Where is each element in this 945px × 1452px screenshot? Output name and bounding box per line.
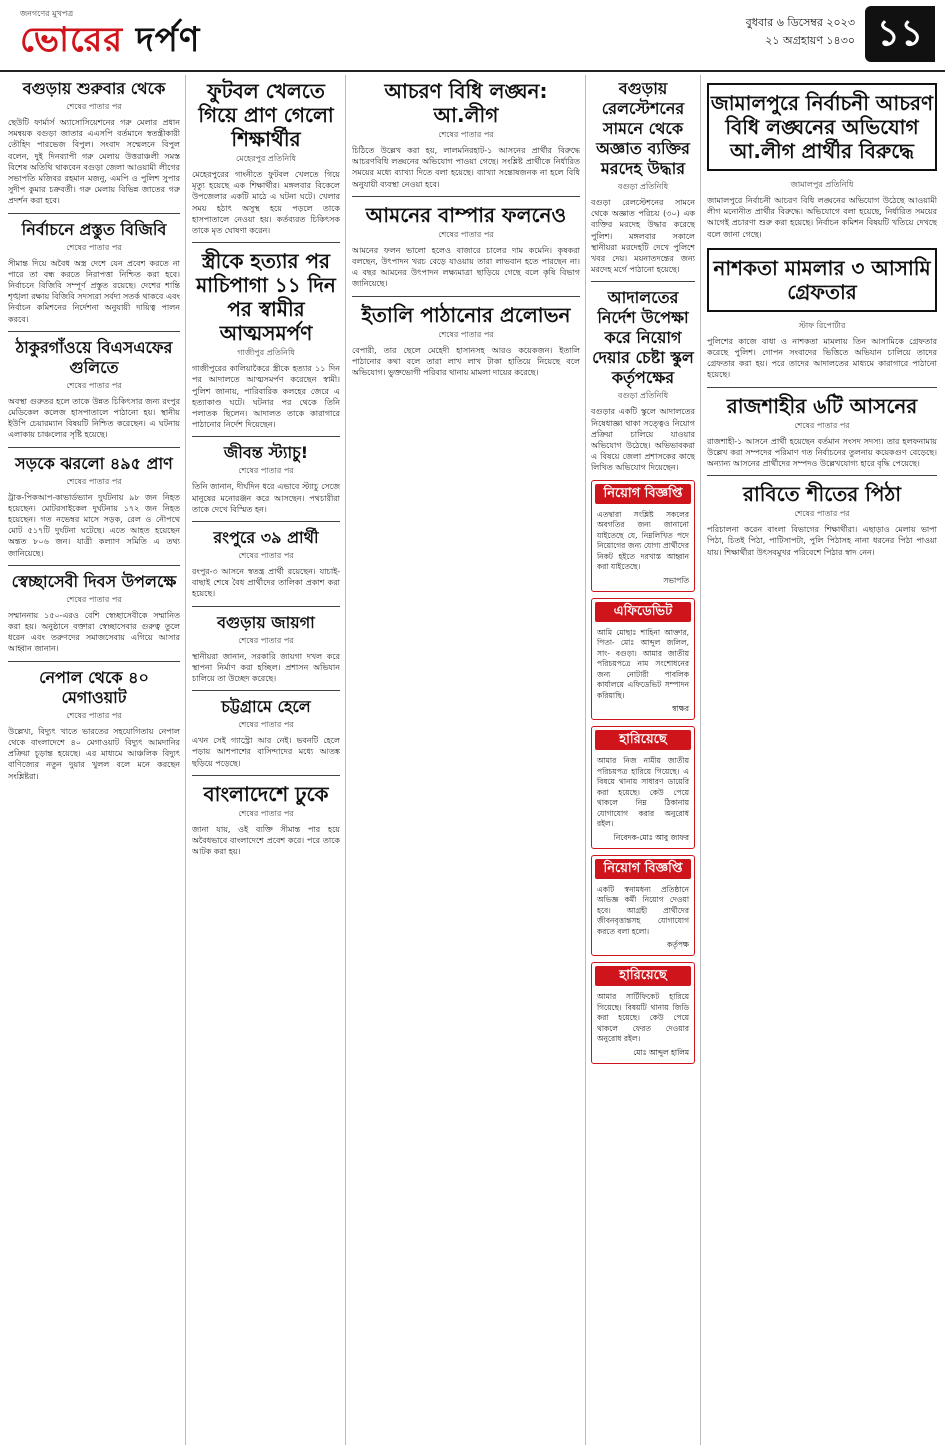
story-body: সীমান্ত দিয়ে অবৈধ অস্ত্র দেশে যেন প্রবেশ করতে না পারে তা বন্ধ করতে নিরাপত্তা নিশ্চিত করা হবে। নির্বাচনে বিজিবি সম্পূর্ণ প্রস্তুত রয়েছে। দেশের শান্তি শৃঙ্খলা রক্ষায় বিজিবি সদস্যরা সর্বদা সতর্ক থাকবে এবং নির্বাচন কমিশনের নির্দেশনা অনুযায়ী দায়িত্ব পালন করবে। — [8, 258, 180, 324]
story-headline: বগুড়ায় রেলস্টেশনের সামনে থেকে অজ্ঞাত ব্যক্তির মরদেহ উদ্ধার — [596, 79, 690, 178]
divider — [8, 447, 180, 448]
story — [352, 79, 580, 190]
classified-ad — [591, 962, 695, 1064]
classified-ad — [591, 726, 695, 849]
divider — [707, 387, 937, 388]
divider — [192, 690, 340, 691]
divider — [192, 521, 340, 522]
story — [8, 338, 180, 441]
story-subhead: শেষের পাতার পর — [438, 130, 494, 139]
story-headline: আমনের বাম্পার ফলনেও — [365, 202, 567, 227]
classified-ad — [591, 855, 695, 957]
story-subhead: শেষের পাতার পর — [238, 808, 294, 818]
story — [8, 668, 180, 782]
story — [591, 288, 695, 473]
news-columns — [0, 75, 945, 1445]
divider — [192, 436, 340, 437]
ad-signature: নিবেদক-মোঃ আবু জাফর — [613, 832, 689, 842]
story-subhead: গাজীপুর প্রতিনিধি — [237, 348, 295, 358]
story-headline: স্বেচ্ছাসেবী দিবস উপলক্ষে — [11, 571, 177, 591]
newspaper-logo — [20, 8, 200, 59]
story — [707, 394, 937, 470]
story-subhead: মেহেরপুর প্রতিনিধি — [236, 154, 296, 163]
story — [591, 79, 695, 275]
issue-dates — [746, 14, 855, 50]
date-english: বুধবার ৬ ডিসেম্বর ২০২৩ — [745, 16, 855, 29]
story-body: জামালপুরে নির্বাচনী আচরণ বিধি লঙ্ঘনের অভিযোগ উঠেছে আওয়ামী লীগ মনোনীত প্রার্থীর বিরুদ্ধে। অভিযোগে বলা হয়েছে, নির্ধারিত সময়ের আগেই প্রচারণা শুরু করা হয়েছে। নির্বাচন কমিশন বিষয়টি খতিয়ে দেখছে বলে জানা গেছে। — [707, 196, 937, 239]
logo-part2: দর্পণ — [123, 20, 201, 60]
story — [352, 303, 580, 379]
story-body: জানা যায়, ওই ব্যক্তি সীমান্ত পার হয়ে অবৈধভাবে বাংলাদেশে প্রবেশ করে। পরে তাকে আটক করা হয়। — [192, 824, 340, 857]
column-1 — [8, 75, 180, 1445]
story — [192, 528, 340, 600]
story — [8, 572, 180, 655]
story — [192, 697, 340, 769]
classified-ad — [591, 480, 695, 592]
story-body: স্থানীয়রা জানান, সরকারি জায়গা দখল করে স্থাপনা নির্মাণ করা হচ্ছিল। প্রশাসন অভিযান চালিয়ে তা উচ্ছেদ করেছে। — [192, 651, 340, 684]
featured-story — [707, 83, 937, 171]
story-headline: আদালতের নির্দেশ উপেক্ষা করে নিয়োগ দেয়ার চেষ্টা স্কুল কর্তৃপক্ষের — [592, 288, 694, 388]
divider — [8, 213, 180, 214]
story — [8, 220, 180, 325]
story — [192, 249, 340, 430]
ad-text: আমার সার্টিফিকেট হারিয়ে গিয়েছে। বিষয়টি থানায় জিডি করা হয়েছে। কেউ পেয়ে থাকলে ফেরত দেওয়ার অনুরোধ রইল। — [597, 992, 689, 1044]
story-subhead: শেষের পাতার পর — [238, 551, 294, 561]
divider — [8, 331, 180, 332]
story-body: এখন সেই গ্যাস্ট্রো আর নেই। ভবনটি হেলে পড়ায় আশপাশের বাসিন্দাদের মধ্যে আতঙ্ক ছড়িয়ে পড়েছে। — [192, 736, 340, 768]
column-2 — [192, 75, 340, 1445]
story-body: পুলিশের কাজে বাধা ও নাশকতা মামলায় তিন আসামিকে গ্রেফতার করেছে পুলিশ। গোপন সংবাদের ভিত্তিতে অভিযান চালিয়ে তাদের গ্রেফতার করা হয়। পরে তাদের আদালতের মাধ্যমে কারাগারে পাঠানো হয়েছে। — [707, 336, 937, 380]
story-subhead: শেষের পাতার পর — [66, 102, 122, 111]
story-subhead: শেষের পাতার পর — [794, 420, 850, 430]
story-subhead: স্টাফ রিপোর্টার — [798, 320, 846, 330]
logo-tagline: জনগণের মুখপত্র — [20, 9, 74, 18]
story-headline: বগুড়ায় শুরুবার থেকে — [22, 79, 166, 98]
story — [192, 782, 340, 858]
column-divider — [585, 75, 586, 1445]
story-headline: জামালপুরে নির্বাচনী আচরণ বিধি লঙ্ঘনের অভিযোগ আ.লীগ প্রার্থীর বিরুদ্ধে — [710, 91, 934, 163]
story-body: মেহেরপুরের গাংনীতে ফুটবল খেলতে গিয়ে মৃত্যু হয়েছে এক শিক্ষার্থীর। মঙ্গলবার বিকেলে উপজেলার একটি মাঠে এ ঘটনা ঘটে। খেলার সময় হঠাৎ অসুস্থ হয়ে পড়লে তাকে হাসপাতালে নেওয়া হয়। কর্তব্যরত চিকিৎসক তাকে মৃত ঘোষণা করেন। — [192, 170, 340, 236]
divider — [352, 196, 580, 197]
story-headline: বাংলাদেশে ঢুকে — [203, 781, 329, 806]
story-headline: রাজশাহীর ৬টি আসনের — [726, 393, 918, 418]
story-headline: ঠাকুরগাঁওয়ে বিএসএফের গুলিতে — [15, 337, 173, 377]
story-headline: নাশকতা মামলার ৩ আসামি গ্রেফতার — [713, 255, 931, 304]
story-subhead: শেষের পাতার পর — [238, 635, 294, 645]
divider — [591, 281, 695, 282]
divider — [192, 775, 340, 776]
ad-text: এতদ্বারা সংশ্লিষ্ট সকলের অবগতির জন্য জানানো যাইতেছে যে, নিম্নলিখিত পদে নিয়োগের জন্য যোগ্য প্রার্থীদের নিকট হইতে দরখাস্ত আহ্বান করা যাইতেছে। — [597, 509, 689, 572]
story-headline: জীবন্ত স্ট্যাচু! — [223, 443, 309, 463]
story-body: বগুড়ার একটি স্কুলে আদালতের নিষেধাজ্ঞা থাকা সত্ত্বেও নিয়োগ প্রক্রিয়া চালিয়ে যাওয়ার অভিযোগ উঠেছে। অভিভাবকরা এ বিষয়ে জেলা প্রশাসকের কাছে লিখিত অভিযোগ দিয়েছেন। — [591, 407, 695, 473]
story-subhead: শেষের পাতার পর — [66, 242, 122, 252]
story-subhead: শেষের পাতার পর — [794, 509, 850, 519]
story-body: উল্লেখ্য, বিদ্যুৎ খাতে ভারতের সহযোগিতায় নেপাল থেকে বাংলাদেশে ৪০ মেগাওয়াট বিদ্যুৎ আমদানির প্রক্রিয়া চূড়ান্ত হয়েছে। এর মাধ্যমে আঞ্চলিক বিদ্যুৎ বাণিজ্যের নতুন দুয়ার খুলল বলে মনে করছেন সংশ্লিষ্টরা। — [8, 726, 180, 781]
column-divider — [345, 75, 346, 1445]
story — [192, 79, 340, 236]
story-subhead: শেষের পাতার পর — [66, 476, 122, 486]
story-body: চিঠিতে উল্লেখ করা হয়, লালমনিরহাট-১ আসনের প্রার্থীর বিরুদ্ধে আচরণবিধি লঙ্ঘনের অভিযোগ পাওয়া গেছে। সংশ্লিষ্ট প্রার্থীকে নির্ধারিত সময়ের মধ্যে ব্যাখ্যা দিতে বলা হয়েছে। ব্যাখ্যা সন্তোষজনক না হলে বিধি অনুযায়ী ব্যবস্থা নেওয়া হবে। — [352, 146, 580, 189]
ad-text: একটি স্বনামধন্য প্রতিষ্ঠানে অভিজ্ঞ কর্মী নিয়োগ দেওয়া হবে। আগ্রহী প্রার্থীদের জীবনবৃত্তান্তসহ যোগাযোগ করতে বলা হলো। — [597, 884, 689, 936]
story-subhead: বগুড়া প্রতিনিধি — [617, 182, 669, 191]
story-subhead: জামালপুর প্রতিনিধি — [790, 180, 854, 189]
story-body: ট্রাক-পিকআপ-কাভার্ডভ্যান দুর্ঘটনায় ৯৮ জন নিহত হয়েছেন। মোটরসাইকেল দুর্ঘটনায় ১৭২ জন নিহত হয়েছেন। গত নভেম্বর মাসে সড়ক, রেল ও নৌপথে মোট ৫১৭টি দুর্ঘটনা ঘটেছে। এতে আহত হয়েছেন অন্তত ৮০৬ জন। যাত্রী কল্যাণ সমিতি এ তথ্য জানিয়েছে। — [8, 492, 180, 558]
story-subhead: শেষের পাতার পর — [66, 594, 122, 604]
divider — [192, 606, 340, 607]
column-4 — [591, 75, 695, 1445]
story-headline: আচরণ বিধি লঙ্ঘন: আ.লীগ — [384, 79, 548, 127]
ad-signature: সভাপতি — [663, 575, 689, 585]
ad-heading: নিয়োগ বিজ্ঞপ্তি — [595, 859, 691, 879]
ad-signature: স্বাক্ষর — [672, 704, 689, 714]
story-headline: স্ত্রীকে হত্যার পর মাচিপাগা ১১ দিন পর স্বামীর আত্মসমর্পণ — [196, 249, 336, 346]
story-headline: নেপাল থেকে ৪০ মেগাওয়াট — [39, 667, 149, 707]
column-divider — [700, 75, 701, 1445]
story — [8, 79, 180, 207]
story-body: রাজশাহী-১ আসনে প্রার্থী হয়েছেন বর্তমান সংসদ সদস্য। তার হলফনামায় উল্লেখ করা সম্পদের পরিমাণ গত নির্বাচনের তুলনায় কয়েকগুণ বেড়েছে। অন্যান্য আসনের প্রার্থীদের সম্পদও উল্লেখযোগ্য হারে বৃদ্ধি পেয়েছে। — [707, 436, 937, 469]
ad-text: আমি মোছাঃ শাহিনা আক্তার, পিতা- মোঃ আব্দুল জলিল, সাং- বগুড়া। আমার জাতীয় পরিচয়পত্রে নাম সংশোধনের জন্য নোটারী পাবলিক কার্যালয়ে এফিডেভিট সম্পাদন করিয়াছি। — [597, 627, 689, 700]
ad-heading: এফিডেভিট — [595, 602, 691, 622]
story-headline: সড়কে ঝরলো ৪৯৫ প্রাণ — [15, 453, 173, 473]
story-body: ছেউটি ফার্মার্স অ্যাসোসিয়েশনের গরু মেলার প্রধান সমন্বয়ক বগুড়া জাতার এএসপি বর্তমানে স্বতন্ত্রীকারী তৌহিদ পারভেজ বিপুল। সংবাদ সম্মেলনে বিপুল বলেন, দুই দিনব্যাপী গরু মেলায় উত্তরাঞ্চলী সমস্ত বিশেষ অতিথি থাকবেন বগুড়া জেলা আওয়ামী লীগের সভাপতি মজিবর রহমান মজনু, এমপি ও পুলিশ সুপার সুদীপ কুমার চক্রবর্তী। গরু মেলায় বিভিন্ন জাতের গরু প্রদর্শন করা হবে। — [8, 118, 180, 206]
ad-signature: মোঃ আব্দুল হালিম — [633, 1047, 689, 1057]
story-body: বগুড়া রেলস্টেশনের সামনে থেকে অজ্ঞাত পরিচয় (৩০) এক ব্যক্তির মরদেহ উদ্ধার করেছে পুলিশ। মঙ্গলবার সকালে স্থানীয়রা মরদেহটি দেখে পুলিশে খবর দেয়। ময়নাতদন্তের জন্য মরদেহ মর্গে পাঠানো হয়েছে। — [591, 198, 695, 275]
masthead — [0, 0, 945, 72]
story-headline: রাবিতে শীতের পিঠা — [742, 482, 901, 507]
story — [192, 613, 340, 685]
story-subhead: শেষের পাতার পর — [438, 229, 494, 239]
story-body: রংপুর-৩ আসনে স্বতন্ত্র প্রার্থী রয়েছেন। যাচাই-বাছাই শেষে বৈধ প্রার্থীদের তালিকা প্রকাশ করা হয়েছে। — [192, 567, 340, 599]
ad-heading: হারিয়েছে — [595, 730, 691, 750]
divider — [8, 661, 180, 662]
story-headline: রংপুরে ৩৯ প্রার্থী — [213, 528, 319, 548]
ad-text: আমার নিজ নামীয় জাতীয় পরিচয়পত্র হারিয়ে গিয়েছে। এ বিষয়ে থানায় সাধারণ ডায়েরি করা হয়েছে। কেউ পেয়ে থাকলে নিম্ন ঠিকানায় যোগাযোগ করার অনুরোধ রইল। — [597, 756, 689, 829]
story-headline: নির্বাচনে প্রস্তুত বিজিবি — [21, 219, 167, 239]
story — [352, 203, 580, 290]
story-headline: বগুড়ায় জায়গা — [217, 612, 315, 632]
story-subhead: বগুড়া প্রতিনিধি — [617, 391, 669, 401]
story-body: বেপারী, তার ছেলে মেহেদী হাসানসহ আরও কয়েকজন। ইতালি পাঠানোর কথা বলে তারা লাখ লাখ টাকা হাতিয়ে নিয়েছে বলে অভিযোগ। ভুক্তভোগী পরিবার থানায় মামলা দায়ের করেছে। — [352, 345, 580, 378]
story-subhead: শেষের পাতার পর — [66, 380, 122, 390]
divider — [8, 565, 180, 566]
divider — [707, 475, 937, 476]
story-subhead: শেষের পাতার পর — [66, 710, 122, 720]
divider — [192, 242, 340, 243]
story — [8, 454, 180, 559]
classified-ad — [591, 598, 695, 721]
page-number: ১১ — [865, 6, 935, 62]
column-divider — [185, 75, 186, 1445]
ad-heading: নিয়োগ বিজ্ঞপ্তি — [595, 484, 691, 504]
story-headline: ফুটবল খেলতে গিয়ে প্রাণ গেলো শিক্ষার্থীর — [198, 79, 334, 151]
story-body: সম্মাননায় ১৫০-এরও বেশি স্বেচ্ছাসেবীকে সম্মানিত করা হয়। অনুষ্ঠানে বক্তারা স্বেচ্ছাসেবার গুরুত্ব তুলে ধরেন এবং তরুণদের সমাজসেবায় এগিয়ে আসার আহ্বান জানান। — [8, 610, 180, 654]
story-headline: ইতালি পাঠানোর প্রলোভন — [361, 302, 571, 327]
divider — [352, 296, 580, 297]
date-bangla: ২১ অগ্রহায়ণ ১৪৩০ — [765, 34, 855, 47]
column-3 — [352, 75, 580, 1445]
story-headline: চট্টগ্রামে হেলে — [221, 697, 311, 717]
story — [707, 482, 937, 558]
story-body: তিনি জানান, দীর্ঘদিন ধরে এভাবে স্ট্যাচু সেজে মানুষের মনোরঞ্জন করে আসছেন। পথচারীরা তাকে দেখে বিস্মিত হন। — [192, 482, 340, 514]
featured-story — [707, 248, 937, 312]
story-body: গাজীপুরের কালিয়াকৈরে স্ত্রীকে হত্যার ১১ দিন পর আদালতে আত্মসমর্পণ করেছেন স্বামী। পুলিশ জানায়, পারিবারিক কলহের জেরে এ হত্যাকাণ্ড ঘটে। ঘটনার পর থেকে তিনি পলাতক ছিলেন। আদালত তাকে কারাগারে পাঠানোর নির্দেশ দিয়েছেন। — [192, 364, 340, 430]
story-body: অবস্থা গুরুতর হলে তাকে উন্নত চিকিৎসার জন্য রংপুর মেডিকেল কলেজ হাসপাতালে পাঠানো হয়। স্থানীয় ইউপি চেয়ারম্যান বিষয়টি নিশ্চিত করেছেন। এ ঘটনায় এলাকায় চাঞ্চল্যের সৃষ্টি হয়েছে। — [8, 396, 180, 440]
story — [192, 443, 340, 515]
ad-heading: হারিয়েছে — [595, 966, 691, 986]
story-body: পরিচালনা করেন বাংলা বিভাগের শিক্ষার্থীরা। এছাড়াও মেলায় ভাপা পিঠা, চিতই পিঠা, পাটিসাপটা, পুলি পিঠাসহ নানা ধরনের পিঠা পাওয়া যায়। শিক্ষার্থীরা উৎসবমুখর পরিবেশে পিঠার স্বাদ নেন। — [707, 525, 937, 557]
story-subhead: শেষের পাতার পর — [238, 466, 294, 476]
story-subhead: শেষের পাতার পর — [238, 720, 294, 730]
column-5 — [707, 75, 937, 1445]
ad-signature: কর্তৃপক্ষ — [666, 940, 689, 950]
story-subhead: শেষের পাতার পর — [438, 329, 494, 339]
logo-part1: ভোরের — [20, 20, 124, 60]
story-body: আমনের ফলন ভালো হলেও বাজারে চালের দাম কমেনি। কৃষকরা বলছেন, উৎপাদন খরচ বেড়ে যাওয়ায় তারা লাভবান হতে পারছেন না। এ বছর আমনের উৎপাদন লক্ষ্যমাত্রা ছাড়িয়ে গেছে বলে কৃষি বিভাগ জানিয়েছে। — [352, 245, 580, 289]
